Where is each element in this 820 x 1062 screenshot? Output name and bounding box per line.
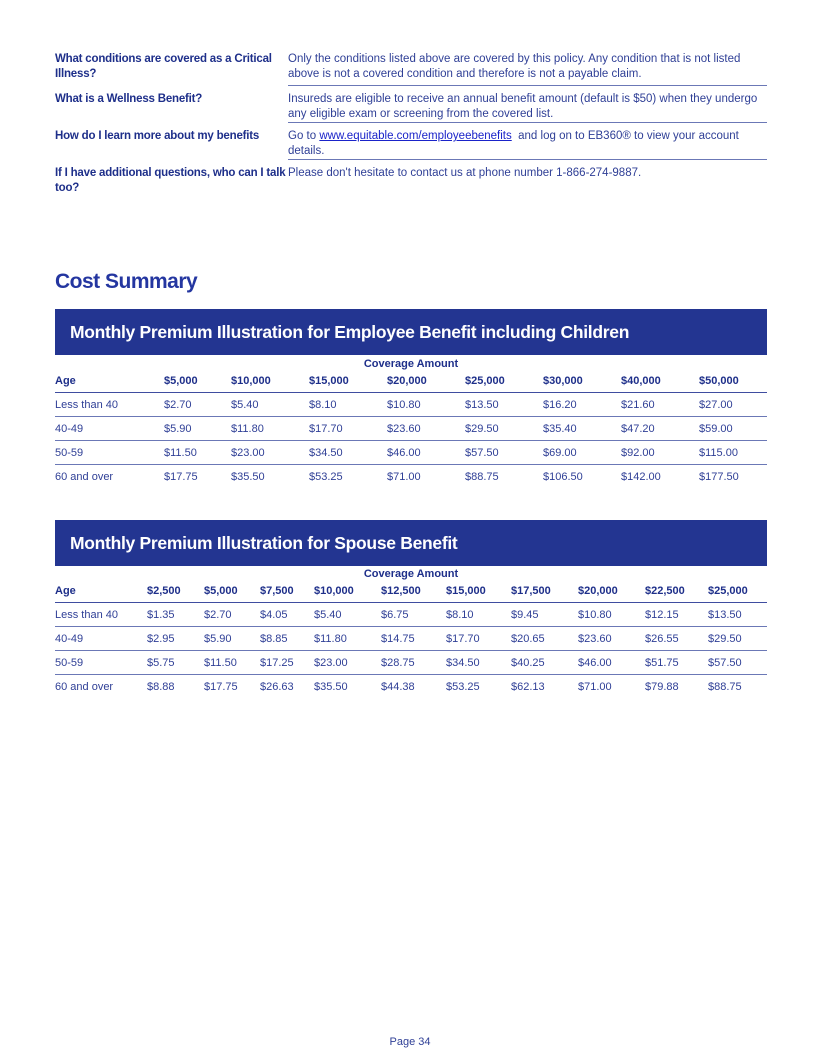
faq-answer [288,123,767,160]
premium-cell: $17.25 [260,656,294,669]
premium-cell: $11.50 [164,446,197,459]
premium-cell: $50,000 [699,375,739,387]
premium-cell: $35.50 [314,680,348,693]
table-row [55,417,767,441]
premium-cell: $17,500 [511,585,551,597]
premium-cell: $44.38 [381,680,415,693]
premium-cell: $26.63 [260,680,294,693]
premium-cell: $20,000 [387,375,427,387]
age-cell: Less than 40 [55,398,118,411]
premium-cell: $17.75 [164,470,198,483]
faq-row [55,86,767,123]
premium-cell: $10,000 [231,375,271,387]
table-row [55,627,767,651]
faq-row [55,160,767,196]
premium-cell: $40.25 [511,656,545,669]
premium-cell: $9.45 [511,608,539,621]
premium-cell: $69.00 [543,446,577,459]
premium-cell: $88.75 [708,680,742,693]
age-cell: 40-49 [55,632,84,645]
table-header-row [55,370,767,393]
employee-premium-table [55,358,767,488]
premium-cell: $15,000 [309,375,349,387]
premium-cell: $6.75 [381,608,409,621]
premium-cell: $53.25 [446,680,480,693]
table-row [55,603,767,627]
premium-cell: $28.75 [381,656,415,669]
premium-cell: $23.60 [387,422,421,435]
premium-cell: $29.50 [465,422,499,435]
premium-cell: $51.75 [645,656,679,669]
premium-cell: $27.00 [699,398,733,411]
premium-cell: $57.50 [708,656,742,669]
faq-answer-text: Go to [288,130,320,142]
employee-table-banner: Monthly Premium Illustration for Employee Benefit including Children [55,309,767,355]
premium-cell: $46.00 [578,656,612,669]
premium-cell: $35.50 [231,470,265,483]
age-cell: Less than 40 [55,608,118,621]
spouse-premium-table [55,568,767,698]
premium-cell: $10.80 [578,608,612,621]
premium-cell: $11.50 [204,656,237,669]
premium-cell: $5.90 [164,422,192,435]
premium-cell: $5.40 [231,398,259,411]
page-number: Page 34 [389,1036,431,1048]
premium-cell: $8.10 [309,398,337,411]
premium-cell: $53.25 [309,470,343,483]
premium-cell: $16.20 [543,398,577,411]
faq-section [55,52,767,196]
premium-cell: $22,500 [645,585,685,597]
premium-cell: $1.35 [147,608,175,621]
spouse-table-banner: Monthly Premium Illustration for Spouse Benefit [55,520,767,566]
premium-cell: $5.40 [314,608,342,621]
age-cell: 50-59 [55,656,84,669]
premium-cell: $142.00 [621,470,661,483]
premium-cell: $34.50 [309,446,343,459]
premium-cell: $115.00 [699,446,738,459]
premium-cell: $5,000 [204,585,238,597]
premium-cell: $20,000 [578,585,618,597]
premium-cell: $5.75 [147,656,175,669]
faq-question: What is a Wellness Benefit? [55,93,203,105]
faq-question: How do I learn more about my benefits [55,130,260,142]
coverage-amount-label: Coverage Amount [363,568,459,580]
faq-answer: Only the conditions listed above are covered by this policy. Any condition that is not listed above is not a covered condition and therefore is not a payable claim. [288,52,767,86]
age-cell: 50-59 [55,446,84,459]
premium-cell: $25,000 [465,375,505,387]
premium-cell: $11.80 [314,632,347,645]
faq-answer: Insureds are eligible to receive an annual benefit amount (default is $50) when they undergo any eligible exam or screening from the covered list. [288,86,767,123]
premium-cell: $5,000 [164,375,198,387]
premium-cell: $35.40 [543,422,577,435]
faq-answer: Please don't hesitate to contact us at phone number 1-866-274-9887. [288,167,642,179]
premium-cell: $71.00 [387,470,421,483]
premium-cell: $13.50 [465,398,499,411]
premium-cell: $11.80 [231,422,264,435]
coverage-amount-label: Coverage Amount [363,358,459,370]
section-title: Cost Summary [55,270,198,293]
premium-cell: $20.65 [511,632,545,645]
age-cell: Age [55,375,76,387]
table-header-row [55,580,767,603]
premium-cell: $17.70 [309,422,343,435]
premium-cell: $34.50 [446,656,480,669]
premium-cell: $12,500 [381,585,421,597]
faq-answer-text: and log on to EB360® to view your account details. [288,130,743,157]
premium-cell: $23.00 [314,656,348,669]
premium-cell: $17.70 [446,632,480,645]
premium-cell: $8.88 [147,680,175,693]
age-cell: Age [55,585,76,597]
table-row [55,465,767,488]
faq-question: What conditions are covered as a Critical Illness? [55,53,272,80]
premium-cell: $10,000 [314,585,354,597]
table-row [55,393,767,417]
benefits-link[interactable]: www.equitable.com/employeebenefits [319,130,512,142]
premium-cell: $12.15 [645,608,679,621]
premium-cell: $8.10 [446,608,474,621]
premium-cell: $8.85 [260,632,288,645]
table-row [55,441,767,465]
premium-cell: $23.60 [578,632,612,645]
premium-cell: $17.75 [204,680,238,693]
faq-question: If I have additional questions, who can I talk too? [55,167,286,194]
premium-cell: $5.90 [204,632,232,645]
premium-cell: $71.00 [578,680,612,693]
premium-cell: $21.60 [621,398,655,411]
premium-cell: $23.00 [231,446,265,459]
premium-cell: $10.80 [387,398,421,411]
premium-cell: $25,000 [708,585,748,597]
premium-cell: $57.50 [465,446,499,459]
premium-cell: $7,500 [260,585,294,597]
premium-cell: $40,000 [621,375,661,387]
age-cell: 60 and over [55,680,114,693]
premium-cell: $14.75 [381,632,415,645]
premium-cell: $13.50 [708,608,742,621]
premium-cell: $106.50 [543,470,583,483]
premium-cell: $79.88 [645,680,679,693]
faq-row [55,52,767,86]
premium-cell: $2.95 [147,632,175,645]
age-cell: 60 and over [55,470,114,483]
age-cell: 40-49 [55,422,84,435]
table-row [55,651,767,675]
premium-cell: $177.50 [699,470,739,483]
premium-cell: $92.00 [621,446,655,459]
premium-cell: $26.55 [645,632,679,645]
premium-cell: $29.50 [708,632,742,645]
premium-cell: $15,000 [446,585,486,597]
premium-cell: $4.05 [260,608,288,621]
premium-cell: $88.75 [465,470,499,483]
premium-cell: $62.13 [511,680,545,693]
table-row [55,675,767,698]
premium-cell: $2.70 [164,398,192,411]
premium-cell: $47.20 [621,422,655,435]
premium-cell: $30,000 [543,375,583,387]
premium-cell: $59.00 [699,422,733,435]
premium-cell: $2,500 [147,585,181,597]
premium-cell: $2.70 [204,608,232,621]
premium-cell: $46.00 [387,446,421,459]
faq-row [55,123,767,160]
